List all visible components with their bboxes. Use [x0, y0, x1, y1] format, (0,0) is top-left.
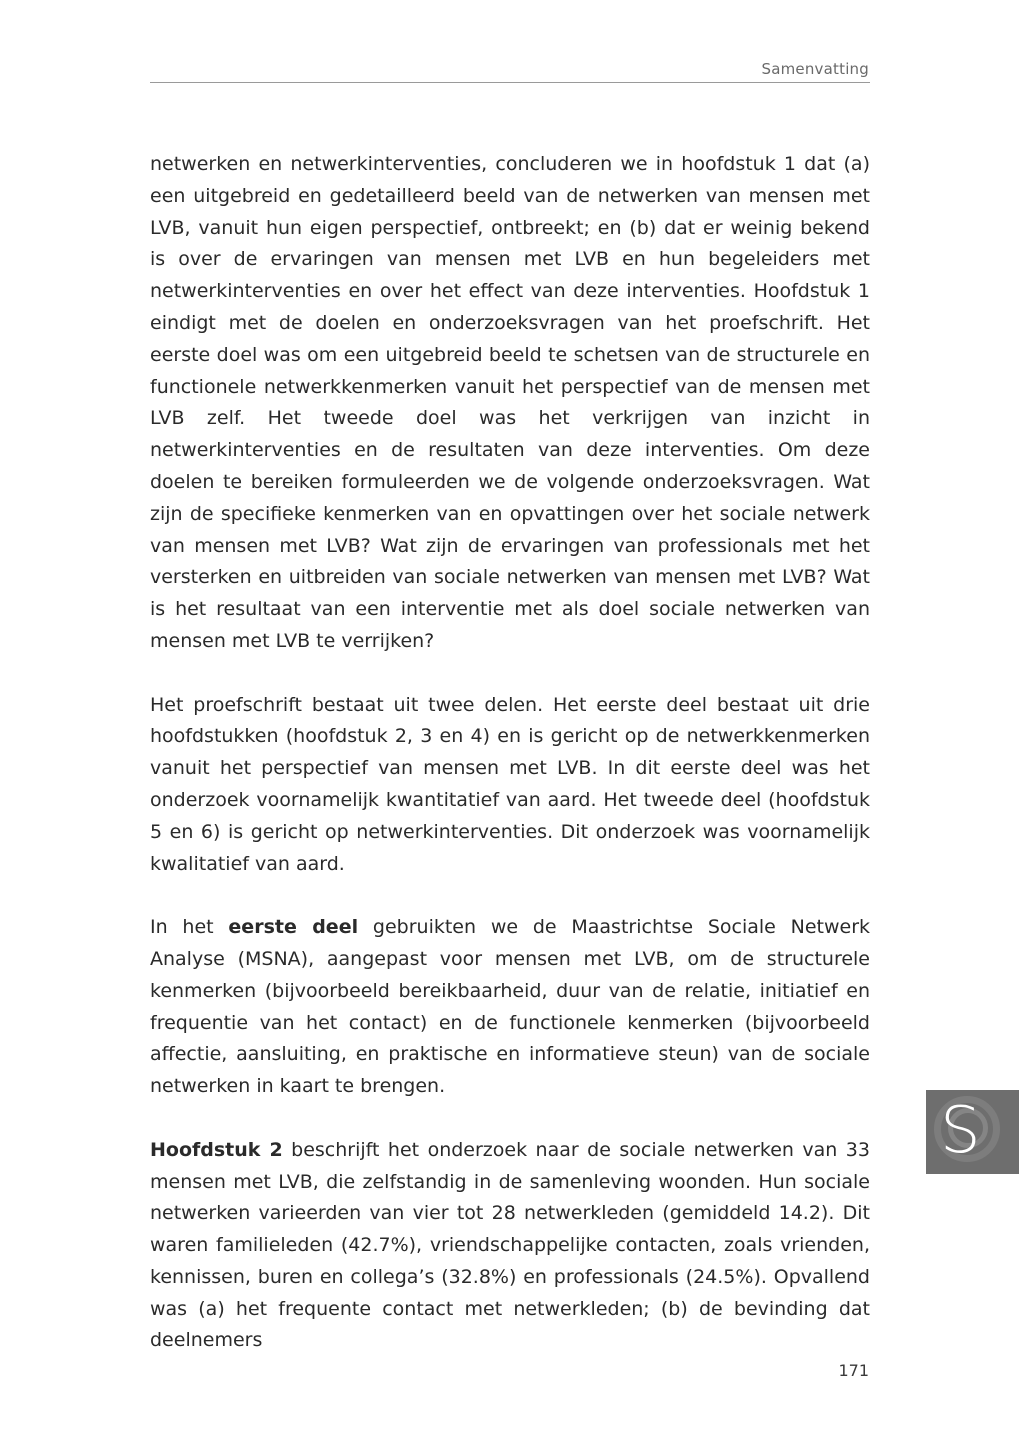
chapter-letter: S [940, 1094, 981, 1168]
paragraph-3 [150, 912, 870, 1103]
header-rule [150, 82, 870, 83]
bold-term: eerste deel [228, 916, 359, 939]
paragraph-2 [150, 690, 870, 881]
running-head: Samenvatting [761, 60, 869, 78]
paragraph-text: Het proefschrift bestaat uit twee delen. Het eerste deel bestaat uit drie hoofdstukken (hoofdstuk 2, 3 en 4) en is gericht op de netwerkkenmerken vanuit het perspectief van mensen met LVB. In dit eerste deel was het onderzoek voornamelijk kwantitatief van aard. Het tweede deel (hoofdstuk 5 en 6) is gericht op netwerkinterventies. Dit onderzoek was voornamelijk kwalitatief van aard. [150, 693, 870, 875]
paragraph-1 [150, 149, 870, 658]
chapter-tab [926, 1090, 1019, 1174]
paragraph-text: gebruikten we de Maastrichtse Sociale Netwerk Analyse (MSNA), aangepast voor mensen met LVB, om de structurele kenmerken (bijvoorbeeld bereikbaarheid, duur van de relatie, initiatief en frequentie van het contact) en de functionele kenmerken (bijvoorbeeld affectie, aansluiting, en praktische en informatieve steun) van de sociale netwerken in kaart te brengen. [150, 916, 871, 1098]
paragraph-text: beschrijft het onderzoek naar de sociale netwerken van 33 mensen met LVB, die zelfstandig in de samenleving woonden. Hun sociale netwerken varieerden van vier tot 28 netwerkleden (gemiddeld 14.2). Dit waren familieleden (42.7%), vriendschappelijke contacten, zoals vrienden, kennissen, buren en collega’s (32.8%) en professionals (24.5%). Opvallend was (a) het frequente contact met netwerkleden; (b) de bevinding dat deelnemers [150, 1138, 870, 1352]
body-text [150, 149, 870, 1389]
paragraph-text: netwerken en netwerkinterventies, concluderen we in hoofdstuk 1 dat (a) een uitgebreid en gedetailleerd beeld van de netwerken van mensen met LVB, vanuit hun eigen perspectief, ontbreekt; en (b) dat er weinig bekend is over de ervaringen van mensen met LVB en hun begeleiders met netwerkinterventies en over het effect van deze interventies. Hoofdstuk 1 eindigt met de doelen en onderzoeksvragen van het proefschrift. Het eerste doel was om een uitgebreid beeld te schetsen van de structurele en functionele netwerkkenmerken vanuit het perspectief van de mensen met LVB zelf. Het tweede doel was het verkrijgen van inzicht in netwerkinterventies en de resultaten van deze interventies. Om deze doelen te bereiken formuleerden we de volgende onderzoeksvragen. Wat zijn de specifieke kenmerken van en opvattingen over het sociale netwerk van mensen met LVB? Wat zijn de ervaringen van professionals met het versterken en uitbreiden van sociale netwerken van mensen met LVB? Wat is het resultaat van een interventie met als doel sociale netwerken van mensen met LVB te verrijken? [150, 153, 870, 652]
paragraph-4 [150, 1135, 870, 1358]
page-number: 171 [838, 1361, 869, 1380]
paragraph-text: In het [150, 916, 229, 939]
bold-term: Hoofdstuk 2 [150, 1138, 283, 1161]
